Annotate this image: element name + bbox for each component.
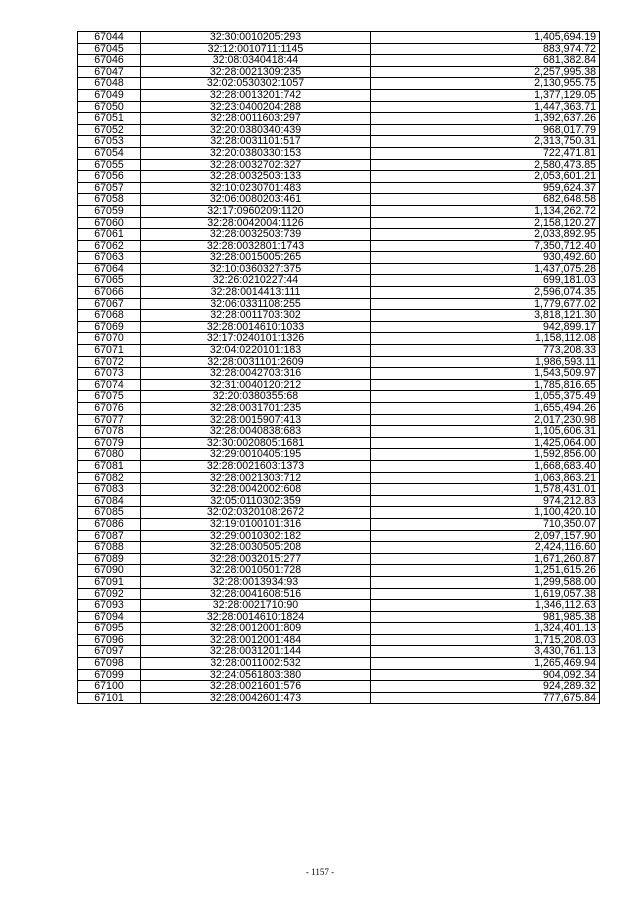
cadastral-code-cell: 32:08:0340418:44 [141, 55, 371, 67]
table-row [78, 240, 600, 252]
table-row [78, 588, 600, 600]
row-number-cell: 67062 [78, 240, 141, 252]
amount-cell: 924,289.32 [371, 681, 600, 693]
row-number-cell: 67096 [78, 634, 141, 646]
cadastral-code-cell: 32:28:0011002:532 [141, 658, 371, 670]
row-number-cell: 67048 [78, 78, 141, 90]
cadastral-code-cell: 32:26:0210227:44 [141, 275, 371, 287]
table-row [78, 692, 600, 704]
row-number-cell: 67076 [78, 403, 141, 415]
amount-cell: 2,017,230.98 [371, 414, 600, 426]
row-number-cell: 67093 [78, 600, 141, 612]
amount-cell: 1,986,593.11 [371, 356, 600, 368]
cadastral-code-cell: 32:28:0021309:235 [141, 66, 371, 78]
cadastral-code-cell: 32:28:0021601:576 [141, 681, 371, 693]
cadastral-code-cell: 32:28:0031201:144 [141, 646, 371, 658]
row-number-cell: 67066 [78, 287, 141, 299]
row-number-cell: 67047 [78, 66, 141, 78]
table-row [78, 391, 600, 403]
table-row [78, 124, 600, 136]
row-number-cell: 67092 [78, 588, 141, 600]
amount-cell: 1,055,375.49 [371, 391, 600, 403]
amount-cell: 981,985.38 [371, 611, 600, 623]
amount-cell: 1,299,588.00 [371, 576, 600, 588]
cadastral-code-cell: 32:28:0011703:302 [141, 310, 371, 322]
row-number-cell: 67071 [78, 345, 141, 357]
cadastral-code-cell: 32:06:0331108:255 [141, 298, 371, 310]
table-row [78, 368, 600, 380]
table-row [78, 310, 600, 322]
row-number-cell: 67099 [78, 669, 141, 681]
amount-cell: 959,624.37 [371, 182, 600, 194]
cadastral-code-cell: 32:28:0013934:93 [141, 576, 371, 588]
cadastral-code-cell: 32:28:0014413:111 [141, 287, 371, 299]
row-number-cell: 67079 [78, 437, 141, 449]
cadastral-code-cell: 32:28:0021303:712 [141, 472, 371, 484]
cadastral-code-cell: 32:10:0360327:375 [141, 263, 371, 275]
amount-cell: 2,257,995.38 [371, 66, 600, 78]
amount-cell: 1,592,856.00 [371, 449, 600, 461]
row-number-cell: 67080 [78, 449, 141, 461]
cadastral-code-cell: 32:28:0031701:235 [141, 403, 371, 415]
cadastral-code-cell: 32:04:0220101:183 [141, 345, 371, 357]
amount-cell: 710,350.07 [371, 518, 600, 530]
row-number-cell: 67087 [78, 530, 141, 542]
amount-cell: 1,346,112.63 [371, 600, 600, 612]
amount-cell: 904,092.34 [371, 669, 600, 681]
cadastral-code-cell: 32:28:0032015:277 [141, 553, 371, 565]
cadastral-code-cell: 32:24:0561803:380 [141, 669, 371, 681]
table-row [78, 78, 600, 90]
row-number-cell: 67097 [78, 646, 141, 658]
row-number-cell: 67049 [78, 89, 141, 101]
cadastral-code-cell: 32:20:0380355:68 [141, 391, 371, 403]
table-row [78, 136, 600, 148]
table-row [78, 171, 600, 183]
cadastral-code-cell: 32:28:0042601:473 [141, 692, 371, 704]
table-row [78, 147, 600, 159]
amount-cell: 930,492.60 [371, 252, 600, 264]
row-number-cell: 67061 [78, 229, 141, 241]
amount-cell: 2,424,116.60 [371, 542, 600, 554]
cadastral-code-cell: 32:28:0042004:1126 [141, 217, 371, 229]
amount-cell: 1,785,816.65 [371, 379, 600, 391]
row-number-cell: 67064 [78, 263, 141, 275]
cadastral-code-cell: 32:28:0031101:517 [141, 136, 371, 148]
amount-cell: 1,377,129.05 [371, 89, 600, 101]
row-number-cell: 67052 [78, 124, 141, 136]
amount-cell: 2,097,157.90 [371, 530, 600, 542]
data-table [77, 31, 600, 704]
row-number-cell: 67089 [78, 553, 141, 565]
row-number-cell: 67088 [78, 542, 141, 554]
row-number-cell: 67086 [78, 518, 141, 530]
amount-cell: 1,134,262.72 [371, 205, 600, 217]
table-row [78, 89, 600, 101]
cadastral-code-cell: 32:20:0380330:153 [141, 147, 371, 159]
table-row [78, 426, 600, 438]
cadastral-code-cell: 32:28:0031101:2609 [141, 356, 371, 368]
table-row [78, 194, 600, 206]
cadastral-code-cell: 32:02:0530302:1057 [141, 78, 371, 90]
table-row [78, 414, 600, 426]
table-row [78, 460, 600, 472]
table-row [78, 287, 600, 299]
amount-cell: 699,181.03 [371, 275, 600, 287]
row-number-cell: 67056 [78, 171, 141, 183]
cadastral-code-cell: 32:28:0010501:728 [141, 565, 371, 577]
table-row [78, 321, 600, 333]
table-row [78, 600, 600, 612]
row-number-cell: 67059 [78, 205, 141, 217]
table-row [78, 379, 600, 391]
table-row [78, 484, 600, 496]
row-number-cell: 67057 [78, 182, 141, 194]
cadastral-code-cell: 32:28:0032503:739 [141, 229, 371, 241]
table-row [78, 495, 600, 507]
table-row [78, 298, 600, 310]
cadastral-code-cell: 32:06:0080203:461 [141, 194, 371, 206]
amount-cell: 1,447,363.71 [371, 101, 600, 113]
row-number-cell: 67053 [78, 136, 141, 148]
amount-cell: 2,596,074.35 [371, 287, 600, 299]
amount-cell: 1,105,606.31 [371, 426, 600, 438]
amount-cell: 777,675.84 [371, 692, 600, 704]
row-number-cell: 67073 [78, 368, 141, 380]
row-number-cell: 67095 [78, 623, 141, 635]
amount-cell: 681,382.84 [371, 55, 600, 67]
amount-cell: 1,265,469.94 [371, 658, 600, 670]
cadastral-code-cell: 32:28:0042002:608 [141, 484, 371, 496]
cadastral-code-cell: 32:05:0110302:359 [141, 495, 371, 507]
amount-cell: 1,779,677.02 [371, 298, 600, 310]
table-row [78, 611, 600, 623]
amount-cell: 1,324,401.13 [371, 623, 600, 635]
row-number-cell: 67100 [78, 681, 141, 693]
cadastral-code-cell: 32:29:0010405:195 [141, 449, 371, 461]
table-row [78, 403, 600, 415]
row-number-cell: 67094 [78, 611, 141, 623]
row-number-cell: 67058 [78, 194, 141, 206]
cadastral-code-cell: 32:17:0240101:1326 [141, 333, 371, 345]
cadastral-code-cell: 32:28:0040838:683 [141, 426, 371, 438]
table-row [78, 518, 600, 530]
amount-cell: 2,158,120.27 [371, 217, 600, 229]
table-row [78, 252, 600, 264]
table-row [78, 576, 600, 588]
table-row [78, 437, 600, 449]
cadastral-code-cell: 32:20:0380340:439 [141, 124, 371, 136]
row-number-cell: 67046 [78, 55, 141, 67]
amount-cell: 1,158,112.08 [371, 333, 600, 345]
row-number-cell: 67063 [78, 252, 141, 264]
amount-cell: 3,430,761.13 [371, 646, 600, 658]
amount-cell: 2,580,473.85 [371, 159, 600, 171]
table-row [78, 229, 600, 241]
table-row [78, 275, 600, 287]
cadastral-code-cell: 32:10:0230701:483 [141, 182, 371, 194]
amount-cell: 7,350,712.40 [371, 240, 600, 252]
table-row [78, 43, 600, 55]
amount-cell: 1,405,694.19 [371, 32, 600, 44]
row-number-cell: 67078 [78, 426, 141, 438]
cadastral-code-cell: 32:28:0032503:133 [141, 171, 371, 183]
row-number-cell: 67044 [78, 32, 141, 44]
cadastral-code-cell: 32:12:0010711:1145 [141, 43, 371, 55]
table-row [78, 333, 600, 345]
cadastral-code-cell: 32:28:0012001:809 [141, 623, 371, 635]
row-number-cell: 67082 [78, 472, 141, 484]
amount-cell: 2,053,601.21 [371, 171, 600, 183]
table-row [78, 205, 600, 217]
cadastral-code-cell: 32:28:0032702:327 [141, 159, 371, 171]
table-row [78, 553, 600, 565]
table-body [78, 32, 600, 704]
row-number-cell: 67072 [78, 356, 141, 368]
row-number-cell: 67051 [78, 113, 141, 125]
table-row [78, 542, 600, 554]
table-row [78, 182, 600, 194]
cadastral-code-cell: 32:28:0021603:1373 [141, 460, 371, 472]
row-number-cell: 67065 [78, 275, 141, 287]
table-row [78, 681, 600, 693]
table-row [78, 669, 600, 681]
amount-cell: 1,392,637.26 [371, 113, 600, 125]
cadastral-code-cell: 32:28:0015005:265 [141, 252, 371, 264]
amount-cell: 1,063,863.21 [371, 472, 600, 484]
amount-cell: 1,668,683.40 [371, 460, 600, 472]
row-number-cell: 67077 [78, 414, 141, 426]
row-number-cell: 67084 [78, 495, 141, 507]
table-row [78, 658, 600, 670]
amount-cell: 1,715,208.03 [371, 634, 600, 646]
cadastral-code-cell: 32:28:0013201:742 [141, 89, 371, 101]
table-row [78, 472, 600, 484]
table-row [78, 356, 600, 368]
row-number-cell: 67074 [78, 379, 141, 391]
row-number-cell: 67081 [78, 460, 141, 472]
table-row [78, 623, 600, 635]
table-row [78, 530, 600, 542]
table-row [78, 55, 600, 67]
row-number-cell: 67098 [78, 658, 141, 670]
cadastral-code-cell: 32:28:0021710:90 [141, 600, 371, 612]
amount-cell: 2,130,955.75 [371, 78, 600, 90]
amount-cell: 1,437,075.28 [371, 263, 600, 275]
cadastral-code-cell: 32:28:0014610:1033 [141, 321, 371, 333]
row-number-cell: 67070 [78, 333, 141, 345]
row-number-cell: 67060 [78, 217, 141, 229]
amount-cell: 968,017.79 [371, 124, 600, 136]
cadastral-code-cell: 32:28:0014610:1824 [141, 611, 371, 623]
row-number-cell: 67045 [78, 43, 141, 55]
table-row [78, 66, 600, 78]
table-row [78, 634, 600, 646]
cadastral-code-cell: 32:28:0030505:208 [141, 542, 371, 554]
cadastral-code-cell: 32:28:0032801:1743 [141, 240, 371, 252]
table-row [78, 646, 600, 658]
row-number-cell: 67090 [78, 565, 141, 577]
cadastral-code-cell: 32:30:0020805:1681 [141, 437, 371, 449]
row-number-cell: 67091 [78, 576, 141, 588]
amount-cell: 1,543,509.97 [371, 368, 600, 380]
cadastral-code-cell: 32:28:0015907:413 [141, 414, 371, 426]
amount-cell: 1,671,260.87 [371, 553, 600, 565]
table-row [78, 565, 600, 577]
amount-cell: 1,100,420.10 [371, 507, 600, 519]
amount-cell: 974,212.83 [371, 495, 600, 507]
table-row [78, 263, 600, 275]
amount-cell: 722,471.81 [371, 147, 600, 159]
row-number-cell: 67069 [78, 321, 141, 333]
amount-cell: 1,655,494.26 [371, 403, 600, 415]
cadastral-code-cell: 32:28:0011603:297 [141, 113, 371, 125]
table-row [78, 113, 600, 125]
cadastral-code-cell: 32:02:0320108:2672 [141, 507, 371, 519]
row-number-cell: 67075 [78, 391, 141, 403]
cadastral-code-cell: 32:28:0012001:484 [141, 634, 371, 646]
cadastral-code-cell: 32:29:0010302:182 [141, 530, 371, 542]
cadastral-code-cell: 32:28:0041608:516 [141, 588, 371, 600]
amount-cell: 1,619,057.38 [371, 588, 600, 600]
cadastral-code-cell: 32:23:0400204:288 [141, 101, 371, 113]
table-row [78, 101, 600, 113]
table-row [78, 217, 600, 229]
amount-cell: 3,818,121.30 [371, 310, 600, 322]
table-row [78, 345, 600, 357]
table-row [78, 159, 600, 171]
row-number-cell: 67067 [78, 298, 141, 310]
row-number-cell: 67085 [78, 507, 141, 519]
cadastral-code-cell: 32:19:0100101:316 [141, 518, 371, 530]
amount-cell: 2,033,892.95 [371, 229, 600, 241]
amount-cell: 1,251,615.26 [371, 565, 600, 577]
cadastral-code-cell: 32:17:0960209:1120 [141, 205, 371, 217]
row-number-cell: 67068 [78, 310, 141, 322]
row-number-cell: 67101 [78, 692, 141, 704]
amount-cell: 682,648.58 [371, 194, 600, 206]
table-row [78, 449, 600, 461]
amount-cell: 942,899.17 [371, 321, 600, 333]
amount-cell: 773,208.33 [371, 345, 600, 357]
amount-cell: 883,974.72 [371, 43, 600, 55]
amount-cell: 1,425,064.00 [371, 437, 600, 449]
row-number-cell: 67054 [78, 147, 141, 159]
cadastral-code-cell: 32:28:0042703:316 [141, 368, 371, 380]
row-number-cell: 67050 [78, 101, 141, 113]
amount-cell: 2,313,750.31 [371, 136, 600, 148]
row-number-cell: 67055 [78, 159, 141, 171]
table-row [78, 507, 600, 519]
page-number: - 1157 - [305, 867, 335, 877]
row-number-cell: 67083 [78, 484, 141, 496]
table-row [78, 32, 600, 44]
cadastral-code-cell: 32:30:0010205:293 [141, 32, 371, 44]
amount-cell: 1,578,431.01 [371, 484, 600, 496]
cadastral-code-cell: 32:31:0040120:212 [141, 379, 371, 391]
